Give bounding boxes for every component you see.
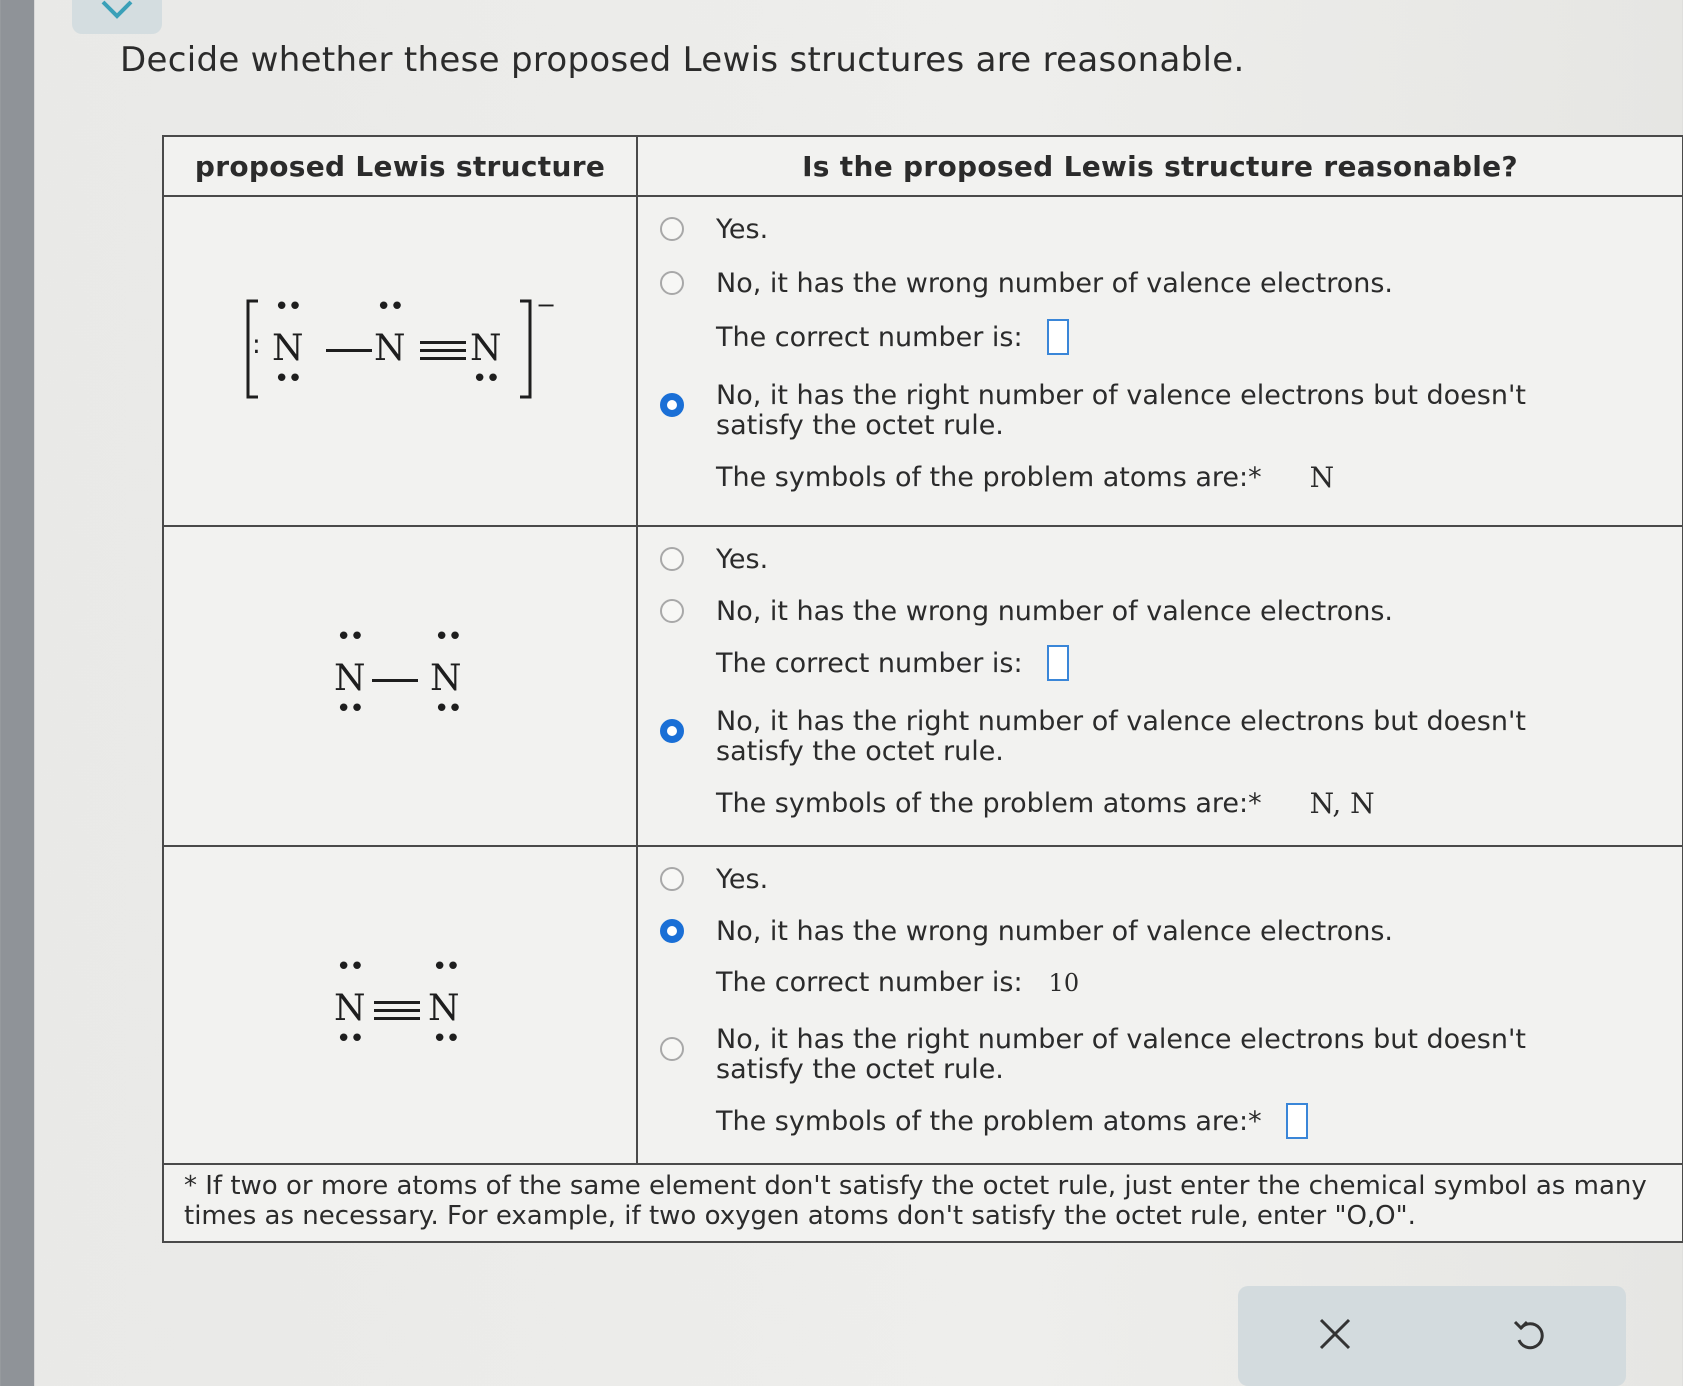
close-icon bbox=[1317, 1316, 1353, 1352]
option-wrong-valence[interactable]: No, it has the wrong number of valence electrons. bbox=[660, 917, 1620, 947]
question-prompt: Decide whether these proposed Lewis structures are reasonable. bbox=[120, 40, 1245, 80]
collapse-toggle[interactable] bbox=[72, 0, 162, 34]
table-header bbox=[164, 137, 1682, 197]
radio-yes[interactable] bbox=[660, 217, 684, 241]
single-bond bbox=[372, 679, 418, 682]
table-row bbox=[164, 527, 1682, 847]
chevron-down-icon bbox=[97, 0, 137, 22]
option-wrong-valence[interactable]: No, it has the wrong number of valence electrons. bbox=[660, 269, 1620, 299]
option-yes[interactable]: Yes. bbox=[660, 865, 1620, 895]
radio-yes[interactable] bbox=[660, 867, 684, 891]
undo-icon bbox=[1511, 1316, 1547, 1352]
atom-n: N bbox=[334, 658, 366, 699]
radio-wrong-valence[interactable] bbox=[660, 599, 684, 623]
option-octet[interactable]: No, it has the right number of valence electrons but doesn't satisfy the octet rule. bbox=[660, 707, 1620, 767]
radio-yes[interactable] bbox=[660, 547, 684, 571]
lewis-structure-1: : •• N •• •• N N •• − bbox=[164, 197, 638, 525]
atom-n: N bbox=[430, 658, 462, 699]
radio-octet[interactable] bbox=[660, 1037, 684, 1061]
table-row bbox=[164, 847, 1682, 1165]
triple-bond bbox=[420, 341, 466, 344]
option-yes[interactable]: Yes. bbox=[660, 545, 1620, 575]
atom-n: N bbox=[374, 328, 406, 369]
triple-bond bbox=[374, 1001, 420, 1004]
single-bond bbox=[326, 349, 372, 352]
correct-number-line: The correct number is: bbox=[716, 645, 1069, 681]
correct-number-line: The correct number is: bbox=[716, 319, 1069, 355]
lewis-structure-3: •• N •• •• N •• bbox=[164, 847, 638, 1163]
header-structure: proposed Lewis structure bbox=[164, 137, 638, 195]
undo-button[interactable] bbox=[1511, 1316, 1547, 1356]
problem-atoms-input[interactable]: N, N bbox=[1309, 787, 1375, 820]
option-octet[interactable]: No, it has the right number of valence electrons but doesn't satisfy the octet rule. bbox=[660, 381, 1620, 441]
atom-n: N bbox=[470, 328, 502, 369]
correct-number-input[interactable]: 10 bbox=[1048, 968, 1080, 997]
problem-atoms-input[interactable]: N bbox=[1309, 461, 1335, 494]
option-yes[interactable]: Yes. bbox=[660, 215, 1620, 245]
correct-number-line: The correct number is: 10 bbox=[716, 967, 1080, 998]
atom-n: N bbox=[428, 988, 460, 1029]
atom-n: N bbox=[334, 988, 366, 1029]
action-bar bbox=[1238, 1286, 1626, 1386]
charge-label: − bbox=[536, 291, 557, 319]
radio-octet[interactable] bbox=[660, 393, 684, 417]
correct-number-input[interactable] bbox=[1047, 645, 1069, 681]
footnote: * If two or more atoms of the same element don't satisfy the octet rule, just enter the chemical symbol as many times as necessary. For example, if two oxygen atoms don't satisfy the octet rule, enter "O,O". bbox=[164, 1165, 1682, 1241]
radio-wrong-valence[interactable] bbox=[660, 271, 684, 295]
radio-octet[interactable] bbox=[660, 719, 684, 743]
radio-wrong-valence[interactable] bbox=[660, 919, 684, 943]
option-octet[interactable]: No, it has the right number of valence electrons but doesn't satisfy the octet rule. bbox=[660, 1025, 1620, 1085]
header-reasonable: Is the proposed Lewis structure reasonable? bbox=[802, 149, 1518, 183]
clear-button[interactable] bbox=[1317, 1316, 1353, 1356]
problem-atoms-line: The symbols of the problem atoms are:* N bbox=[716, 461, 1335, 494]
atom-n: N bbox=[272, 328, 304, 369]
problem-atoms-line: The symbols of the problem atoms are:* bbox=[716, 1103, 1308, 1139]
problem-atoms-input[interactable] bbox=[1286, 1103, 1308, 1139]
problem-atoms-line: The symbols of the problem atoms are:* N, N bbox=[716, 787, 1375, 820]
option-wrong-valence[interactable]: No, it has the wrong number of valence electrons. bbox=[660, 597, 1620, 627]
lewis-table bbox=[162, 135, 1683, 1243]
table-row bbox=[164, 197, 1682, 527]
correct-number-input[interactable] bbox=[1047, 319, 1069, 355]
lewis-structure-2: •• N •• •• N •• bbox=[164, 527, 638, 845]
